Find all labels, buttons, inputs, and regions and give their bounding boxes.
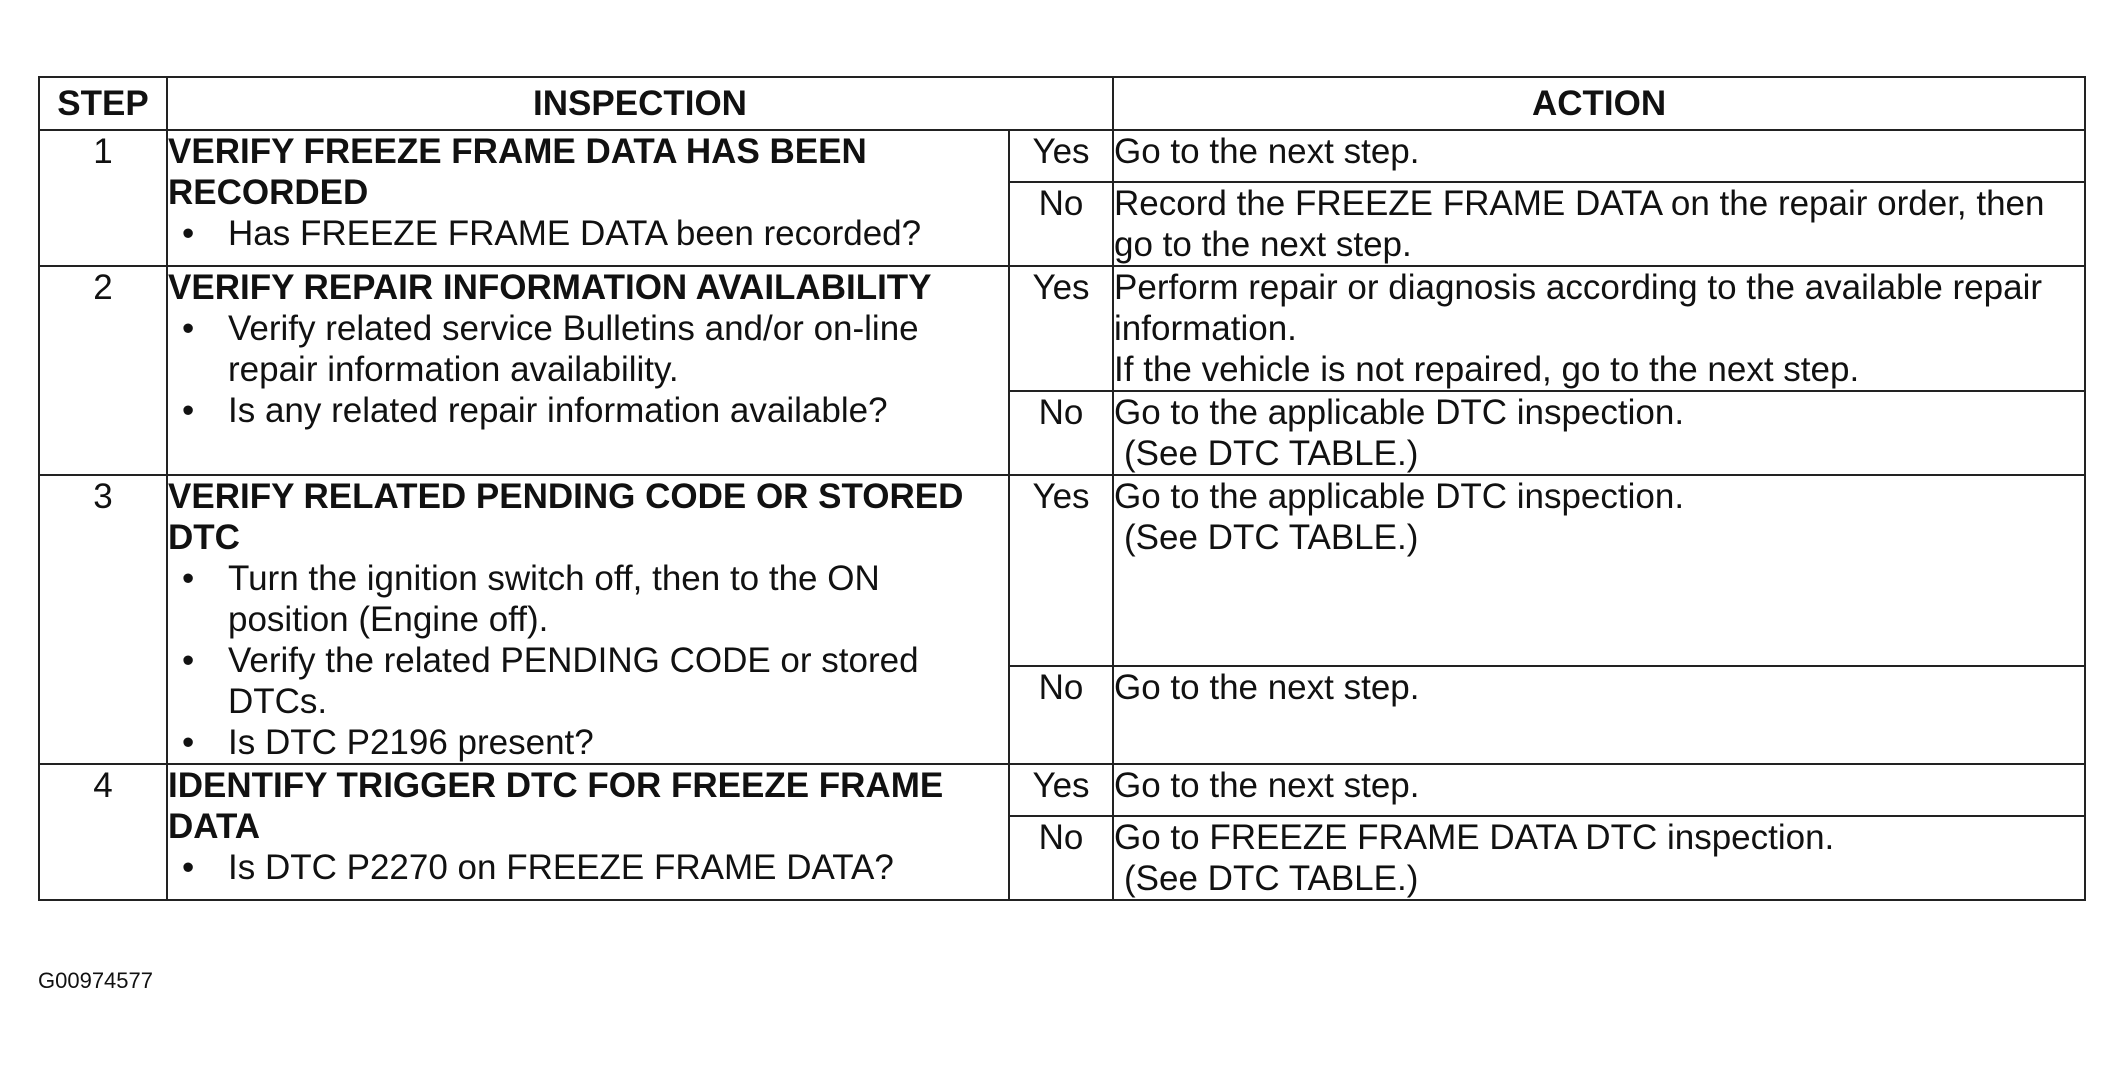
inspection-title: VERIFY RELATED PENDING CODE OR STORED DTC bbox=[168, 477, 964, 557]
no-label: No bbox=[1009, 666, 1113, 764]
inspection-bullet: • Verify the related PENDING CODE or stored DTCs. bbox=[168, 640, 1008, 722]
action-line: Go to the next step. bbox=[1114, 766, 1420, 805]
figure-id: G00974577 bbox=[38, 968, 153, 993]
action-line: Go to the applicable DTC inspection. bbox=[1114, 477, 1685, 516]
step-inspection bbox=[167, 130, 1009, 266]
step-number: 4 bbox=[39, 764, 167, 900]
inspection-bullet: • Verify related service Bulletins and/or on-line repair information availability. bbox=[168, 308, 1008, 390]
action-line: (See DTC TABLE.) bbox=[1124, 518, 1419, 557]
no-action bbox=[1113, 666, 2085, 764]
action-line: Go to the applicable DTC inspection. bbox=[1114, 393, 1685, 432]
step-number: 3 bbox=[39, 475, 167, 764]
yes-label: Yes bbox=[1009, 475, 1113, 666]
inspection-bullets bbox=[168, 847, 1008, 888]
step-1-yes-row bbox=[39, 130, 2085, 182]
step-number: 1 bbox=[39, 130, 167, 266]
step-4-yes-row bbox=[39, 764, 2085, 816]
header-inspection: INSPECTION bbox=[167, 77, 1113, 130]
no-action bbox=[1113, 816, 2085, 900]
yes-label: Yes bbox=[1009, 130, 1113, 182]
inspection-bullet: • Is DTC P2270 on FREEZE FRAME DATA? bbox=[168, 847, 1008, 888]
yes-action bbox=[1113, 266, 2085, 391]
inspection-bullet: • Is DTC P2196 present? bbox=[168, 722, 1008, 763]
action-line: (See DTC TABLE.) bbox=[1124, 434, 1419, 473]
action-line: Record the FREEZE FRAME DATA on the repair order, then go to the next step. bbox=[1114, 184, 2045, 264]
inspection-title: VERIFY REPAIR INFORMATION AVAILABILITY bbox=[168, 268, 932, 307]
yes-label: Yes bbox=[1009, 764, 1113, 816]
inspection-bullet: • Has FREEZE FRAME DATA been recorded? bbox=[168, 213, 1008, 254]
yes-action bbox=[1113, 475, 2085, 666]
action-line: Go to FREEZE FRAME DATA DTC inspection. bbox=[1114, 818, 1835, 857]
step-inspection bbox=[167, 266, 1009, 475]
yes-action bbox=[1113, 130, 2085, 182]
inspection-title: VERIFY FREEZE FRAME DATA HAS BEEN RECORDED bbox=[168, 132, 867, 212]
header-row bbox=[39, 77, 2085, 130]
diagnostic-table bbox=[38, 76, 2086, 901]
inspection-bullet: • Turn the ignition switch off, then to the ON position (Engine off). bbox=[168, 558, 1008, 640]
no-action bbox=[1113, 182, 2085, 266]
no-label: No bbox=[1009, 816, 1113, 900]
step-inspection bbox=[167, 475, 1009, 764]
step-2-yes-row bbox=[39, 266, 2085, 391]
yes-action bbox=[1113, 764, 2085, 816]
header-action: ACTION bbox=[1113, 77, 2085, 130]
action-line: If the vehicle is not repaired, go to the next step. bbox=[1114, 350, 1860, 389]
inspection-bullets bbox=[168, 558, 1008, 763]
inspection-bullet: • Is any related repair information available? bbox=[168, 390, 1008, 431]
header-step: STEP bbox=[39, 77, 167, 130]
step-3-yes-row bbox=[39, 475, 2085, 666]
inspection-title: IDENTIFY TRIGGER DTC FOR FREEZE FRAME DATA bbox=[168, 766, 944, 846]
no-label: No bbox=[1009, 391, 1113, 475]
no-action bbox=[1113, 391, 2085, 475]
action-line: Perform repair or diagnosis according to the available repair information. bbox=[1114, 268, 2042, 348]
inspection-bullets bbox=[168, 213, 1008, 254]
no-label: No bbox=[1009, 182, 1113, 266]
step-number: 2 bbox=[39, 266, 167, 475]
action-line: (See DTC TABLE.) bbox=[1124, 859, 1419, 898]
inspection-bullets bbox=[168, 308, 1008, 431]
yes-label: Yes bbox=[1009, 266, 1113, 391]
step-inspection bbox=[167, 764, 1009, 900]
action-line: Go to the next step. bbox=[1114, 668, 1420, 708]
action-line: Go to the next step. bbox=[1114, 132, 1420, 171]
